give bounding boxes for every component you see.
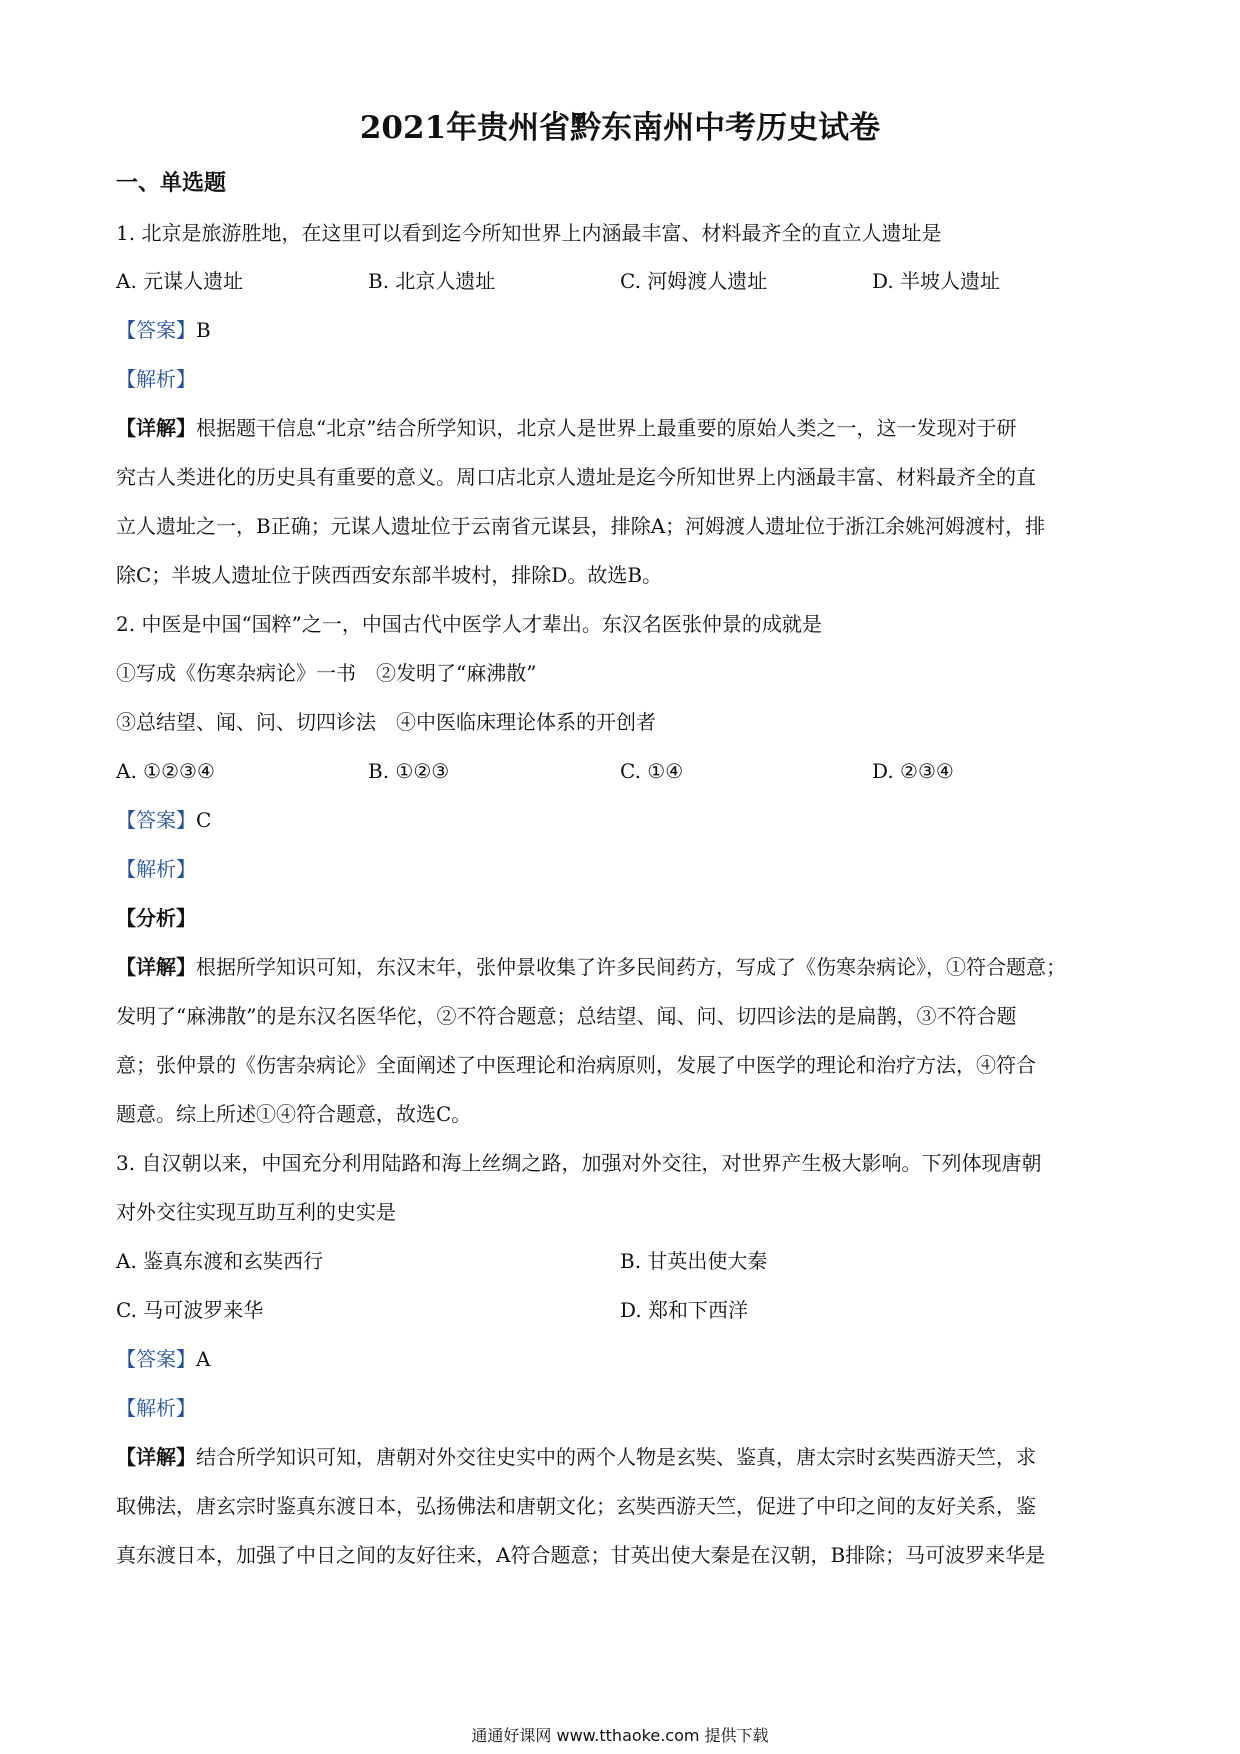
question-2-answer [116,805,1136,835]
question-3-detail-line-2: 取佛法，唐玄宗时鉴真东渡日本，弘扬佛法和唐朝文化；玄奘西游天竺，促进了中印之间的友好关系，鉴 [116,1494,1036,1518]
question-2-option-a: A. ①②③④ [116,759,215,783]
answer-value: A [196,1347,211,1371]
question-1-option-b: B. 北京人遗址 [368,269,496,293]
question-1-detail-line-1 [116,413,1136,443]
question-3-option-b: B. 甘英出使大秦 [620,1249,768,1273]
question-3-stem-line-2: 对外交往实现互助互利的史实是 [116,1200,396,1224]
question-3-option-a: A. 鉴真东渡和玄奘西行 [116,1249,324,1273]
question-1-option-d: D. 半坡人遗址 [872,269,1001,293]
question-2-stem-line-2: ①写成《伤寒杂病论》一书 ②发明了“麻沸散” [116,661,537,685]
question-1-answer [116,315,1136,345]
question-2-option-b: B. ①②③ [368,759,450,783]
question-2-stem: 2. 中医是中国“国粹”之一，中国古代中医学人才辈出。东汉名医张仲景的成就是 [116,612,822,636]
question-2-detail-line-1 [116,952,1136,982]
question-3-detail-line-3: 真东渡日本，加强了中日之间的友好往来，A符合题意；甘英出使大秦是在汉朝，B排除；马可波罗来华是 [116,1543,1046,1567]
question-1-stem: 1. 北京是旅游胜地，在这里可以看到迄今所知世界上内涵最丰富、材料最齐全的直立人遗址是 [116,221,942,245]
answer-tag: 【答案】 [116,1347,196,1371]
detail-tag: 【详解】 [116,416,196,440]
question-3-answer [116,1344,1136,1374]
question-2-detail-line-2: 发明了“麻沸散”的是东汉名医华佗，②不符合题意；总结望、闻、问、切四诊法的是扁鹊，③不符合题 [116,1004,1017,1028]
question-3-option-d: D. 郑和下西洋 [620,1298,749,1322]
detail-text: 根据题干信息“北京”结合所学知识，北京人是世界上最重要的原始人类之一，这一发现对于研 [196,416,1017,440]
question-2-analysis [116,854,1136,884]
question-2-option-d: D. ②③④ [872,759,954,783]
section-title: 一、单选题 [116,170,227,196]
answer-tag: 【答案】 [116,808,196,832]
answer-value: C [196,808,212,832]
question-2-option-c: C. ①④ [620,759,684,783]
question-1-detail-line-4: 除C；半坡人遗址位于陕西西安东部半坡村，排除D。故选B。 [116,563,663,587]
question-3-detail-line-1 [116,1442,1136,1472]
question-3-analysis [116,1393,1136,1423]
question-3-option-c: C. 马可波罗来华 [116,1298,264,1322]
analysis-tag: 【解析】 [116,1396,196,1420]
question-1-detail-line-3: 立人遗址之一，B正确；元谋人遗址位于云南省元谋县，排除A；河姆渡人遗址位于浙江余姚河姆渡村，排 [116,514,1046,538]
page-title: 2021年贵州省黔东南州中考历史试卷 [359,110,881,146]
answer-value: B [196,318,211,342]
question-2-stem-line-3: ③总结望、闻、问、切四诊法 ④中医临床理论体系的开创者 [116,710,656,734]
analysis-tag: 【解析】 [116,857,196,881]
question-1-analysis [116,364,1136,394]
answer-tag: 【答案】 [116,318,196,342]
question-3-stem: 3. 自汉朝以来，中国充分利用陆路和海上丝绸之路，加强对外交往，对世界产生极大影响。下列体现唐朝 [116,1151,1042,1175]
detail-text: 结合所学知识可知，唐朝对外交往史实中的两个人物是玄奘、鉴真，唐太宗时玄奘西游天竺，求 [196,1445,1036,1469]
detail-tag: 【详解】 [116,955,196,979]
detail-text: 根据所学知识可知，东汉末年，张仲景收集了许多民间药方，写成了《伤寒杂病论》，①符合题意； [196,955,1066,979]
question-2-detail-line-3: 意；张仲景的《伤害杂病论》全面阐述了中医理论和治病原则，发展了中医学的理论和治疗方法，④符合 [116,1053,1036,1077]
detail-tag: 【详解】 [116,1445,196,1469]
question-1-detail-line-2: 究古人类进化的历史具有重要的意义。周口店北京人遗址是迄今所知世界上内涵最丰富、材料最齐全的直 [116,465,1036,489]
page-footer: 通通好课网 www.tthaoke.com 提供下载 [471,1726,769,1745]
question-1-option-a: A. 元谋人遗址 [116,269,244,293]
question-2-detail-line-4: 题意。综上所述①④符合题意，故选C。 [116,1102,472,1126]
question-1-option-c: C. 河姆渡人遗址 [620,269,768,293]
question-2-fenxi: 【分析】 [116,906,196,930]
analysis-tag: 【解析】 [116,367,196,391]
